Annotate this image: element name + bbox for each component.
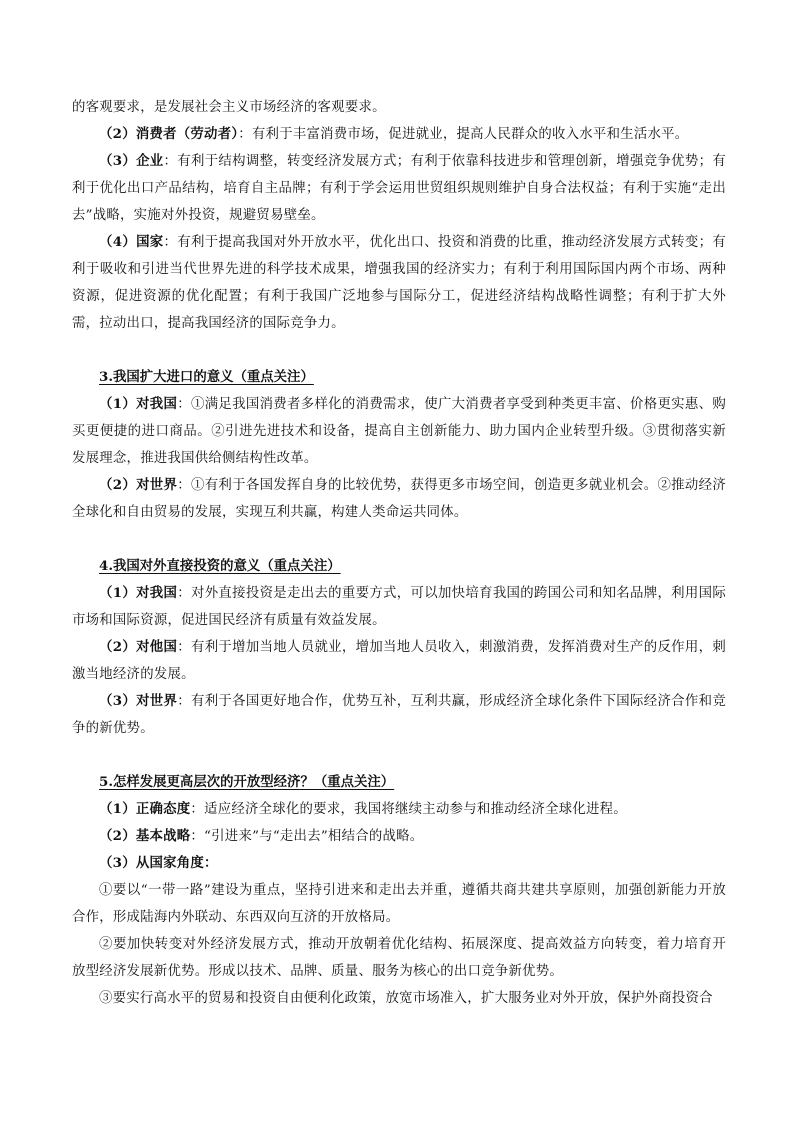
label-s5-attitude: （1）正确态度 (99, 801, 191, 817)
label-s4-china: （1）对我国 (99, 585, 178, 601)
label-enterprise: （3）企业 (99, 153, 164, 169)
spacer (72, 337, 726, 364)
label-country: （4）国家 (99, 234, 164, 250)
list-item: ③要实行高水平的贸易和投资自由便利化政策，放宽市场准入，扩大服务业对外开放，保护外商投资合 (99, 991, 713, 1006)
text-s4-world: ：有利于各国更好地合作，优势互补，互利共赢，形成经济全球化条件下国际经济合作和竞争的新优势。 (72, 694, 726, 736)
text-s5-attitude: ：适应经济全球化的要求，我国将继续主动参与和推动经济全球化进程。 (190, 802, 627, 817)
text-s3-world: ：①有利于各国发挥自身的比较优势，获得更多市场空间，创造更多就业机会。②推动经济全球化和自由贸易的发展，实现互利共赢，构建人类命运共同体。 (72, 478, 726, 520)
section-heading-5: 5.怎样发展更高层次的开放型经济？（重点关注） (99, 774, 395, 790)
label-s5-strategy: （2）基本战略 (99, 828, 191, 844)
section-heading-3: 3.我国扩大进口的意义（重点关注） (99, 369, 314, 385)
label-consumer: （2）消费者（劳动者） (99, 126, 239, 142)
paragraph-s4-china (72, 580, 726, 634)
text-s4-other: ：有利于增加当地人员就业，增加当地人员收入，刺激消费，发挥消费对生产的反作用，刺激当地经济的发展。 (72, 640, 726, 682)
paragraph-continuation: 的客观要求，是发展社会主义市场经济的客观要求。 (72, 100, 386, 115)
spacer (72, 742, 726, 769)
label-s3-china: （1）对我国 (99, 396, 178, 412)
list-item: ①要以“一带一路”建设为重点，坚持引进来和走出去并重，遵循共商共建共享原则，加强创新能力开放合作，形成陆海内外联动、东西双向互济的开放格局。 (72, 883, 726, 925)
label-s3-world: （2）对世界 (99, 477, 178, 493)
paragraph-s5-attitude (72, 796, 726, 823)
list-item: ②要加快转变对外经济发展方式，推动开放朝着优化结构、拓展深度、提高效益方向转变，着力培育开放型经济发展新优势。形成以技术、品牌、质量、服务为核心的出口竞争新优势。 (72, 937, 726, 979)
document-page (72, 94, 726, 1012)
label-s5-country: （3）从国家角度： (99, 855, 218, 871)
text-s4-china: ：对外直接投资是走出去的重要方式，可以加快培育我国的跨国公司和知名品牌，利用国际市场和国际资源，促进国民经济有质量有效益发展。 (72, 586, 726, 628)
text-enterprise: ：有利于结构调整，转变经济发展方式；有利于依靠科技进步和管理创新，增强竞争优势；有利于优化出口产品结构，培育自主品牌；有利于学会运用世贸组织规则维护自身合法权益；有利于实施“走出去”战略，实施对外投资，规避贸易壁垒。 (72, 154, 726, 223)
paragraph-s4-world (72, 688, 726, 742)
paragraph-country (72, 229, 726, 337)
paragraph-consumer (72, 121, 726, 148)
section-heading-4: 4.我国对外直接投资的意义（重点关注） (99, 558, 341, 574)
label-s4-other: （2）对他国 (99, 639, 178, 655)
paragraph-s3-world (72, 472, 726, 526)
text-s3-china: ：①满足我国消费者多样化的消费需求，使广大消费者享受到种类更丰富、价格更实惠、购买更便捷的进口商品。②引进先进技术和设备，提高自主创新能力、助力国内企业转型升级。③贯彻落实新发展理念，推进我国供给侧结构性改革。 (72, 397, 726, 466)
paragraph-s5-country (72, 850, 726, 877)
paragraph-s5-strategy (72, 823, 726, 850)
paragraph-s4-other (72, 634, 726, 688)
text-country: ：有利于提高我国对外开放水平，优化出口、投资和消费的比重，推动经济发展方式转变；有利于吸收和引进当代世界先进的科学技术成果，增强我国的经济实力；有利于利用国际国内两个市场、两种资源，促进资源的优化配置；有利于我国广泛地参与国际分工，促进经济结构战略性调整；有利于扩大外需，拉动出口，提高我国经济的国际竞争力。 (72, 235, 726, 331)
paragraph-s3-china (72, 391, 726, 472)
text-s5-strategy: ：“引进来”与“走出去”相结合的战略。 (190, 829, 424, 844)
paragraph-enterprise (72, 148, 726, 229)
label-s4-world: （3）对世界 (99, 693, 178, 709)
spacer (72, 526, 726, 553)
text-consumer: ：有利于丰富消费市场，促进就业，提高人民群众的收入水平和生活水平。 (238, 127, 689, 142)
